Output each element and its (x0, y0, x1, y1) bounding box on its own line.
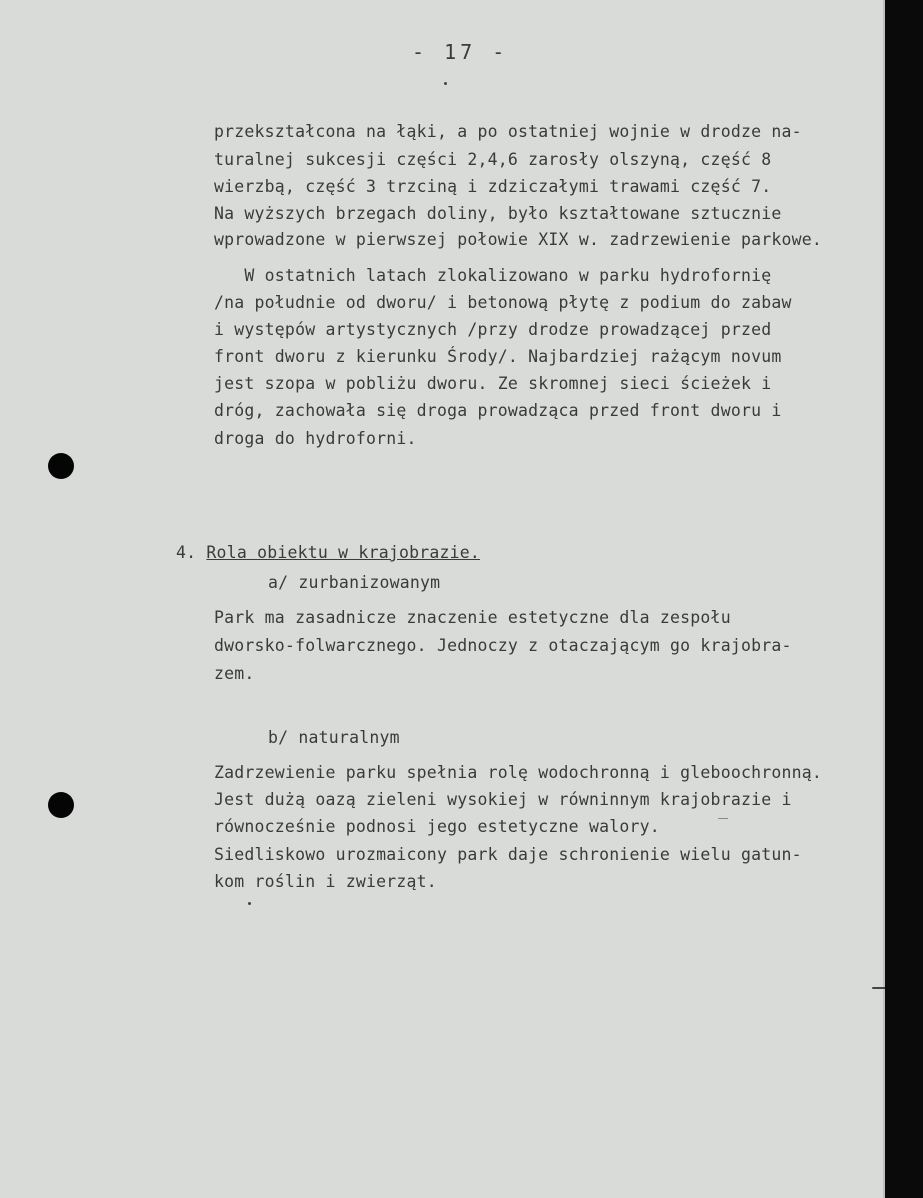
paragraph-2-line: dróg, zachowała się droga prowadząca przed front dworu i (214, 401, 782, 420)
punch-hole (48, 792, 74, 818)
paragraph-2-line: i występów artystycznych /przy drodze prowadzącej przed (214, 320, 772, 339)
section-number: 4. (176, 543, 197, 562)
punch-hole (48, 453, 74, 479)
paragraph-2-line: jest szopa w pobliżu dworu. Ze skromnej sieci ścieżek i (214, 374, 772, 393)
scan-edge (885, 0, 923, 1198)
subsection-b-line: Zadrzewienie parku spełnia rolę wodochronną i gleboochronną. (214, 763, 823, 782)
section-heading (176, 543, 480, 562)
paragraph-2-line: W ostatnich latach zlokalizowano w parku hydrofornię (214, 266, 772, 285)
subsection-b-line: równocześnie podnosi jego estetyczne walory. (214, 817, 660, 836)
paragraph-2-line: droga do hydroforni. (214, 429, 417, 448)
paragraph-1-line: turalnej sukcesji części 2,4,6 zarosły olszyną, część 8 (214, 150, 772, 169)
paragraph-1-line: przekształcona na łąki, a po ostatniej wojnie w drodze na- (214, 122, 802, 141)
subsection-b-label: b/ naturalnym (268, 728, 400, 747)
subsection-b-line: Jest dużą oazą zieleni wysokiej w równinnym krajobrazie i (214, 790, 792, 809)
paragraph-1-line: Na wyższych brzegach doliny, było kształtowane sztucznie (214, 204, 782, 223)
paper-speck (444, 82, 447, 85)
paper-speck (248, 902, 251, 905)
paper-mark (718, 818, 728, 819)
paragraph-1-line: wprowadzone w pierwszej połowie XIX w. zadrzewienie parkowe. (214, 230, 823, 249)
subsection-b-line: kom roślin i zwierząt. (214, 872, 437, 891)
paragraph-1-line: wierzbą, część 3 trzciną i zdziczałymi trawami część 7. (214, 177, 772, 196)
subsection-a-line: dworsko-folwarcznego. Jednoczy z otaczającym go krajobra- (214, 636, 792, 655)
paragraph-2-line: /na południe od dworu/ i betonową płytę z podium do zabaw (214, 293, 792, 312)
paragraph-2-line: front dworu z kierunku Środy/. Najbardziej rażącym novum (214, 347, 782, 366)
subsection-b-line: Siedliskowo urozmaicony park daje schronienie wielu gatun- (214, 845, 802, 864)
page-number: - 17 - (412, 40, 509, 64)
paper-mark (872, 987, 886, 989)
section-title: Rola obiektu w krajobrazie. (206, 543, 481, 562)
subsection-a-label: a/ zurbanizowanym (268, 573, 441, 592)
subsection-a-line: Park ma zasadnicze znaczenie estetyczne dla zespołu (214, 608, 731, 627)
subsection-a-line: zem. (214, 664, 255, 683)
